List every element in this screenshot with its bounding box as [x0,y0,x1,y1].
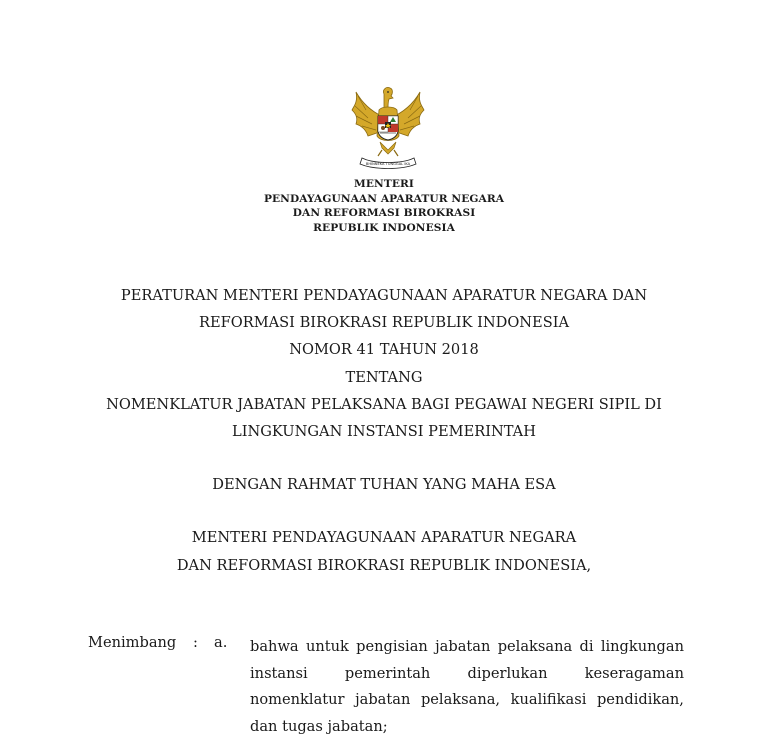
minister-line: MENTERI PENDAYAGUNAAN APARATUR NEGARA [191,529,577,546]
word: dan tugas jabatan; [250,717,388,735]
item-line [250,661,684,688]
item-line [250,714,684,740]
word: nomenklatur [250,691,345,708]
letterhead-line: MENTERI [354,178,414,190]
word: kualifikasi [510,691,587,708]
word: diperlukan [467,664,548,682]
considering-colon: : [193,634,198,651]
regulation-number: NOMOR 41 TAHUN 2018 [289,341,479,359]
title-about: TENTANG [345,368,423,386]
word: bahwa [250,638,299,655]
item-line [250,634,684,661]
item-letter: a. [214,634,228,651]
word: pengisian [356,638,428,655]
letterhead-line: REPUBLIK INDONESIA [313,221,455,234]
title-subject-line: LINGKUNGAN INSTANSI PEMERINTAH [232,423,536,441]
word: lingkungan [600,638,684,655]
letterhead-line: PENDAYAGUNAAN APARATUR NEGARA [263,192,505,205]
word: keseragaman [584,664,684,682]
word: di [579,638,594,655]
word: pemerintah [344,664,431,682]
title-line: PERATURAN MENTERI PENDAYAGUNAAN APARATUR NEGARA DAN [120,287,648,304]
regulation-title [0,282,768,445]
word: pelaksana [497,638,573,655]
considering-label: Menimbang [88,634,177,651]
ministry-letterhead [0,177,768,235]
item-line [250,687,684,714]
emblem-motto: BHINNEKA TUNGGAL IKA [365,162,411,166]
word: untuk [305,638,349,655]
garuda-pancasila-emblem-icon [346,84,430,172]
minister-line: DAN REFORMASI BIROKRASI REPUBLIK INDONESIA, [176,556,592,574]
word: jabatan [435,638,491,655]
blessing-line: DENGAN RAHMAT TUHAN YANG MAHA ESA [212,476,556,493]
minister-heading [0,524,768,579]
title-line: REFORMASI BIROKRASI REPUBLIK INDONESIA [198,314,570,332]
word: instansi [250,664,308,682]
letterhead-line: DAN REFORMASI BIROKRASI [292,207,476,219]
considering-item-text [250,634,684,740]
word: pendidikan, [596,691,684,708]
word: pelaksana, [420,691,501,708]
word: jabatan [355,691,411,708]
title-subject-line: NOMENKLATUR JABATAN PELAKSANA BAGI PEGAWAI NEGERI SIPIL DI [106,395,662,413]
